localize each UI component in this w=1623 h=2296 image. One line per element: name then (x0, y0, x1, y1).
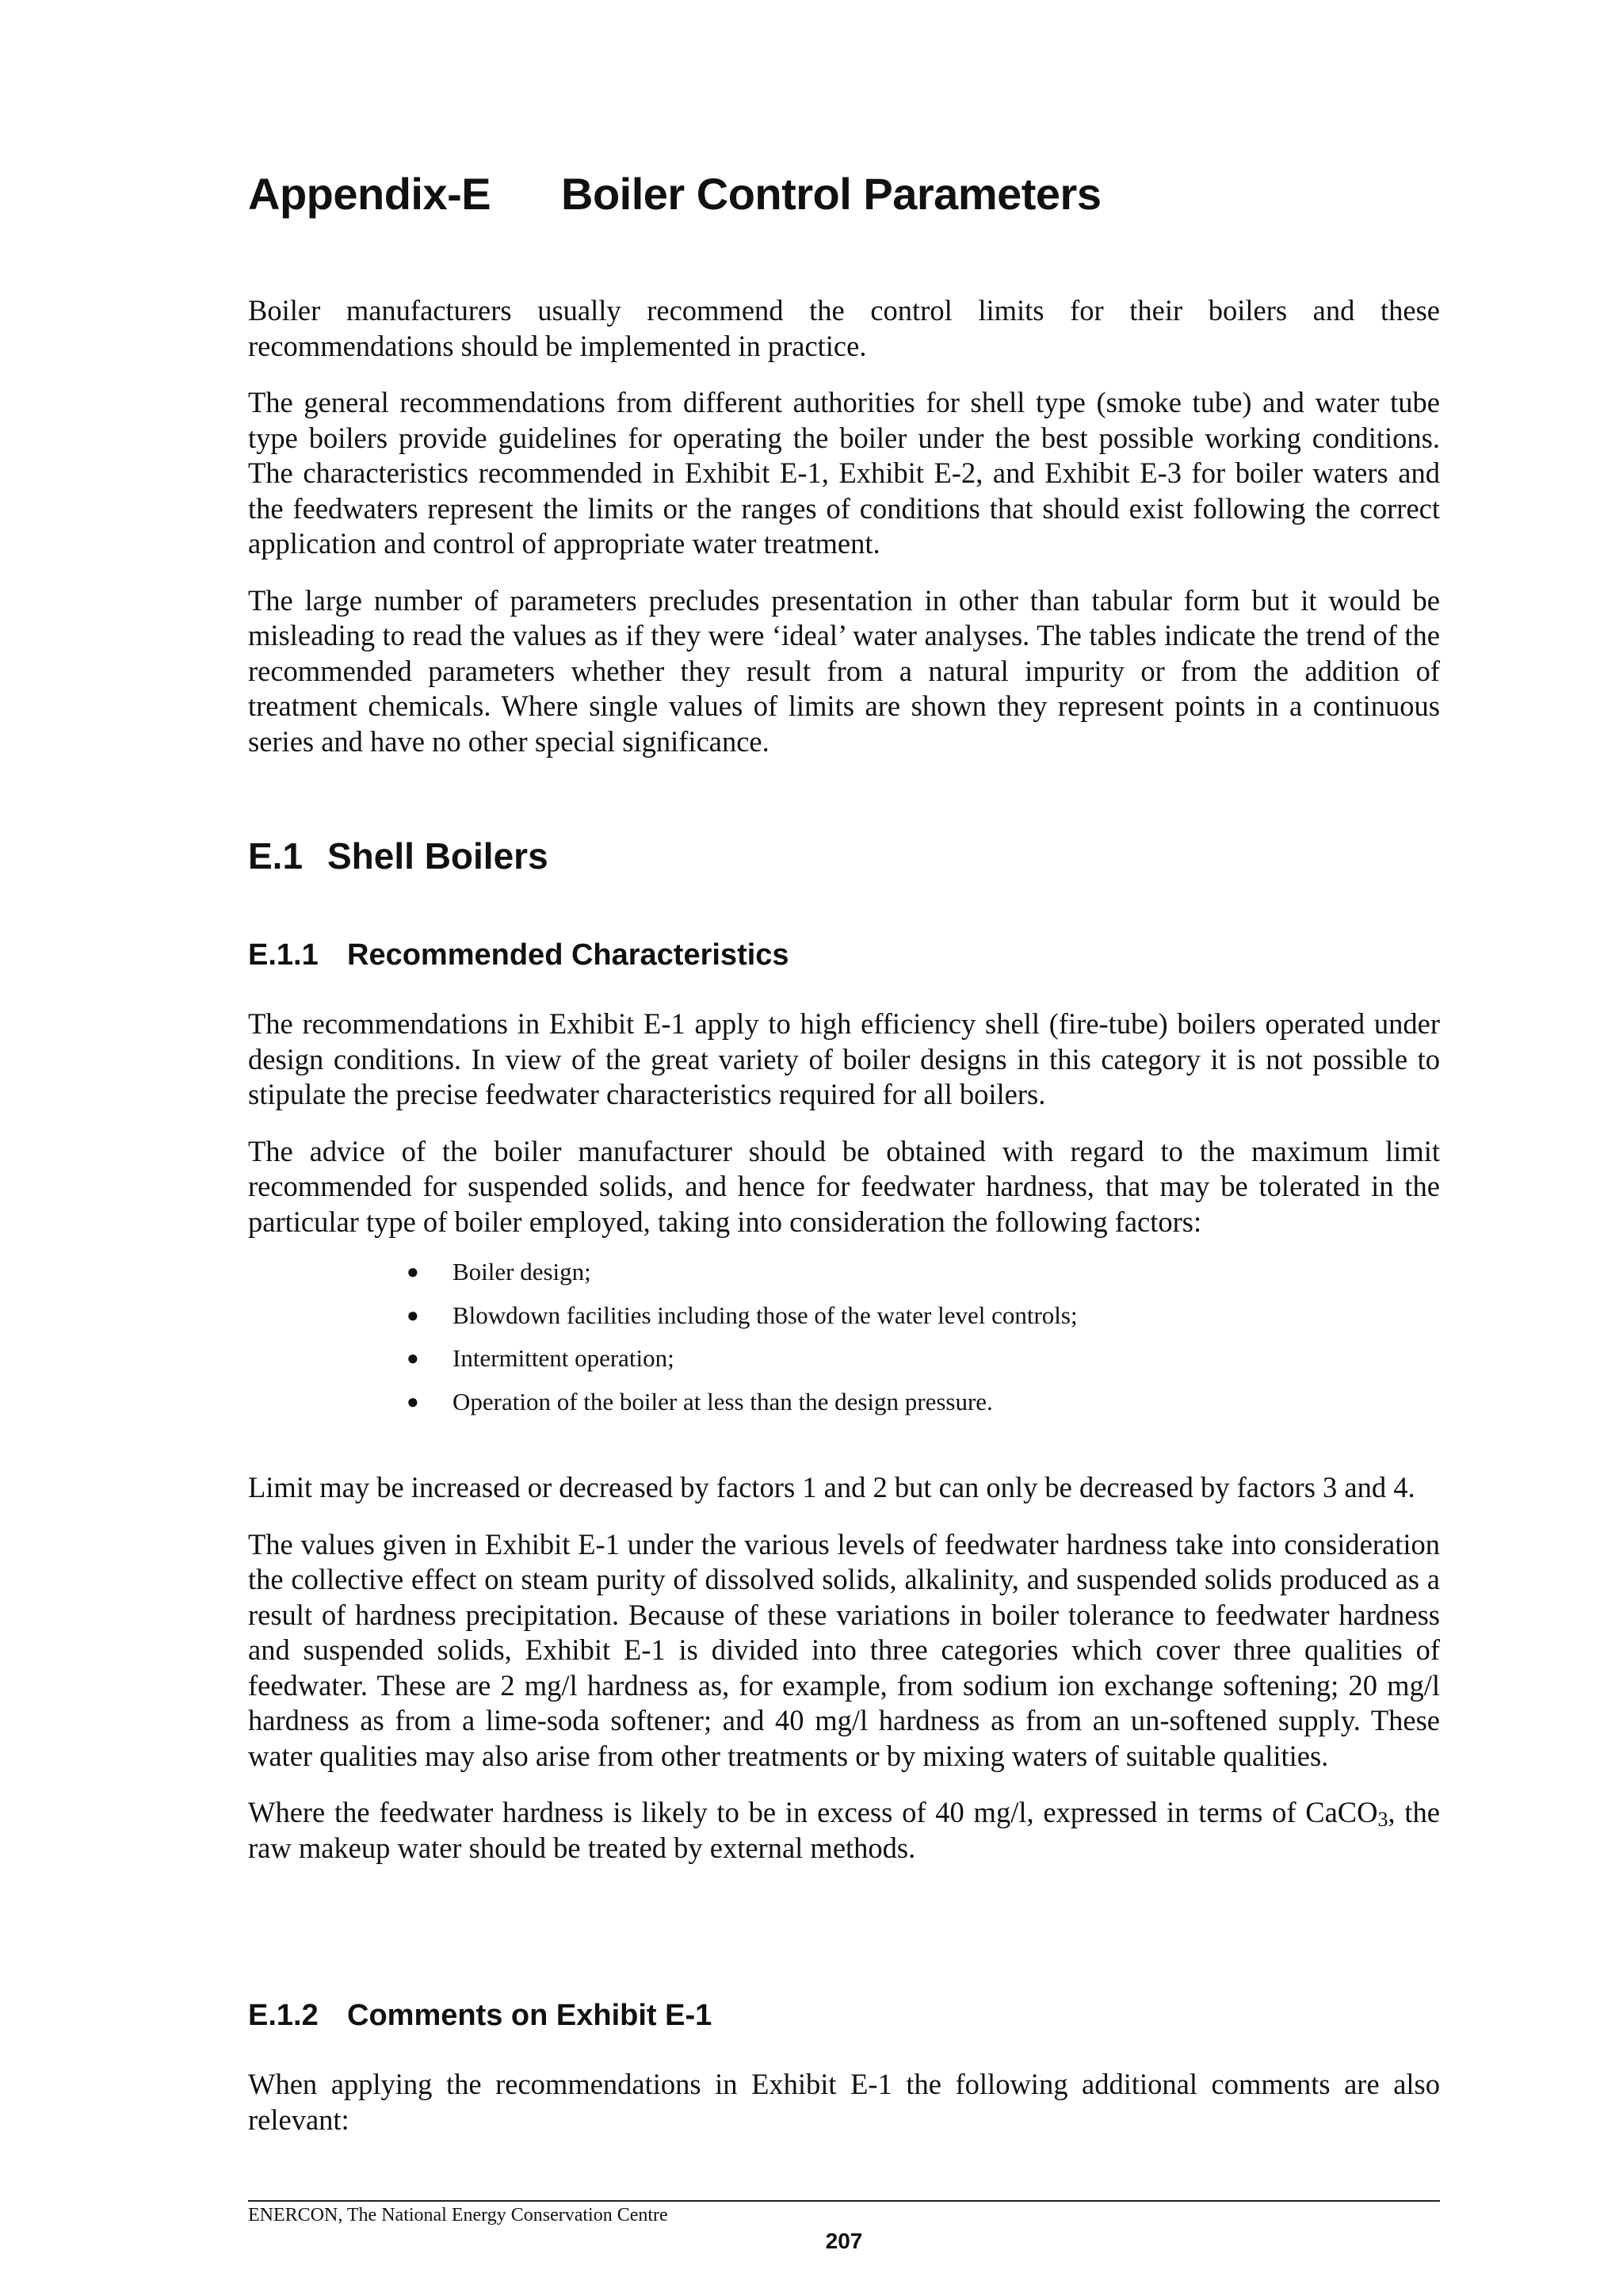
intro-paragraph-1: Boiler manufacturers usually recommend the control limits for their boilers and these recommendations should be implemented in practice. (248, 294, 1440, 362)
subsection-heading-e12 (248, 1999, 712, 2033)
e11-paragraph-3: Limit may be increased or decreased by factors 1 and 2 but can only be decreased by factors 3 and 4. (248, 1471, 1415, 1503)
subsection-number: E.1.2 (248, 1999, 319, 2032)
intro-paragraph-2: The general recommendations from different authorities for shell type (smoke tube) and water tube type boilers provide guidelines for operating the boiler under the best possible working conditions. The characteristics recommended in Exhibit E-1, Exhibit E-2, and Exhibit E-3 for boiler waters and the feedwaters represent the limits or the ranges of conditions that should exist following the correct application and control of appropriate water treatment. (248, 386, 1440, 560)
footer-divider (248, 2200, 1440, 2202)
e12-paragraph-1: When applying the recommendations in Exhibit E-1 the following additional comments are also relevant: (248, 2068, 1440, 2136)
e11-paragraph-5: Where the feedwater hardness is likely to be in excess of 40 mg/l, expressed in terms of CaCO$_3$, the raw makeup water should be treated by external methods. (248, 1796, 1441, 1864)
list-item: ● Boiler design; (407, 1258, 591, 1286)
list-item: ● Intermittent operation; (407, 1344, 674, 1373)
subsection-number: E.1.1 (248, 938, 319, 972)
section-heading-e1 (248, 835, 548, 877)
subsection-title: Comments on Exhibit E-1 (347, 1999, 712, 2032)
e11-paragraph-4: The values given in Exhibit E-1 under the various levels of feedwater hardness take into consideration the collective effect on steam purity of dissolved solids, alkalinity, and suspended solids produced as a result of hardness precipitation. Because of these variations in boiler tolerance to feedwater hardness and suspended solids, Exhibit E-1 is divided into three categories which cover three qualities of feedwater. These are 2 mg/l hardness as, for example, from sodium ion exchange softening; 20 mg/l hardness as from a lime-soda softener; and 40 mg/l hardness as from an un-softened supply. These water qualities may also arise from other treatments or by mixing waters of suitable qualities. (248, 1527, 1440, 1772)
subsection-title: Recommended Characteristics (347, 938, 789, 972)
bullet-icon: ● (407, 1389, 419, 1413)
page-number: 207 (825, 2229, 863, 2253)
section-title: Shell Boilers (327, 835, 548, 877)
intro-paragraph-3: The large number of parameters precludes presentation in other than tabular form but it would be misleading to read the values as if they were ‘ideal’ water analyses. The tables indicate the trend of the recommended parameters whether they result from a natural impurity or from the addition of treatment chemicals. Where single values of limits are shown they represent points in a continuous series and have no other special significance. (248, 583, 1440, 758)
list-item: ● Operation of the boiler at less than the design pressure. (407, 1387, 993, 1415)
bullet-icon: ● (407, 1303, 419, 1327)
appendix-title (248, 168, 1101, 220)
e11-paragraph-2: The advice of the boiler manufacturer should be obtained with regard to the maximum limit recommended for suspended solids, and hence for feedwater hardness, that may be tolerated in the particular type of boiler employed, taking into consideration the following factors: (248, 1134, 1440, 1238)
document-page (248, 0, 1440, 2296)
appendix-title-text: Boiler Control Parameters (561, 169, 1102, 219)
subscript: 3 (1377, 1808, 1388, 1831)
appendix-number: Appendix-E (248, 169, 491, 219)
footer-organization: ENERCON, The National Energy Conservation Centre (248, 2205, 668, 2225)
factors-list (407, 1251, 1078, 1423)
e11-paragraph-1: The recommendations in Exhibit E-1 apply to high efficiency shell (fire-tube) boilers operated under design conditions. In view of the great variety of boiler designs in this category it is not possible to stipulate the precise feedwater characteristics required for all boilers. (248, 1007, 1440, 1110)
e11-closing-paragraphs (248, 1470, 1440, 1887)
bullet-icon: ● (407, 1347, 419, 1370)
intro-section (248, 293, 1440, 781)
e11-intro-paragraphs (248, 1007, 1440, 1261)
list-item: ● Blowdown facilities including those of the water level controls; (407, 1301, 1078, 1329)
section-number: E.1 (248, 835, 304, 877)
subsection-heading-e11 (248, 938, 789, 972)
e12-paragraphs (248, 2067, 1440, 2159)
bullet-icon: ● (407, 1260, 419, 1284)
